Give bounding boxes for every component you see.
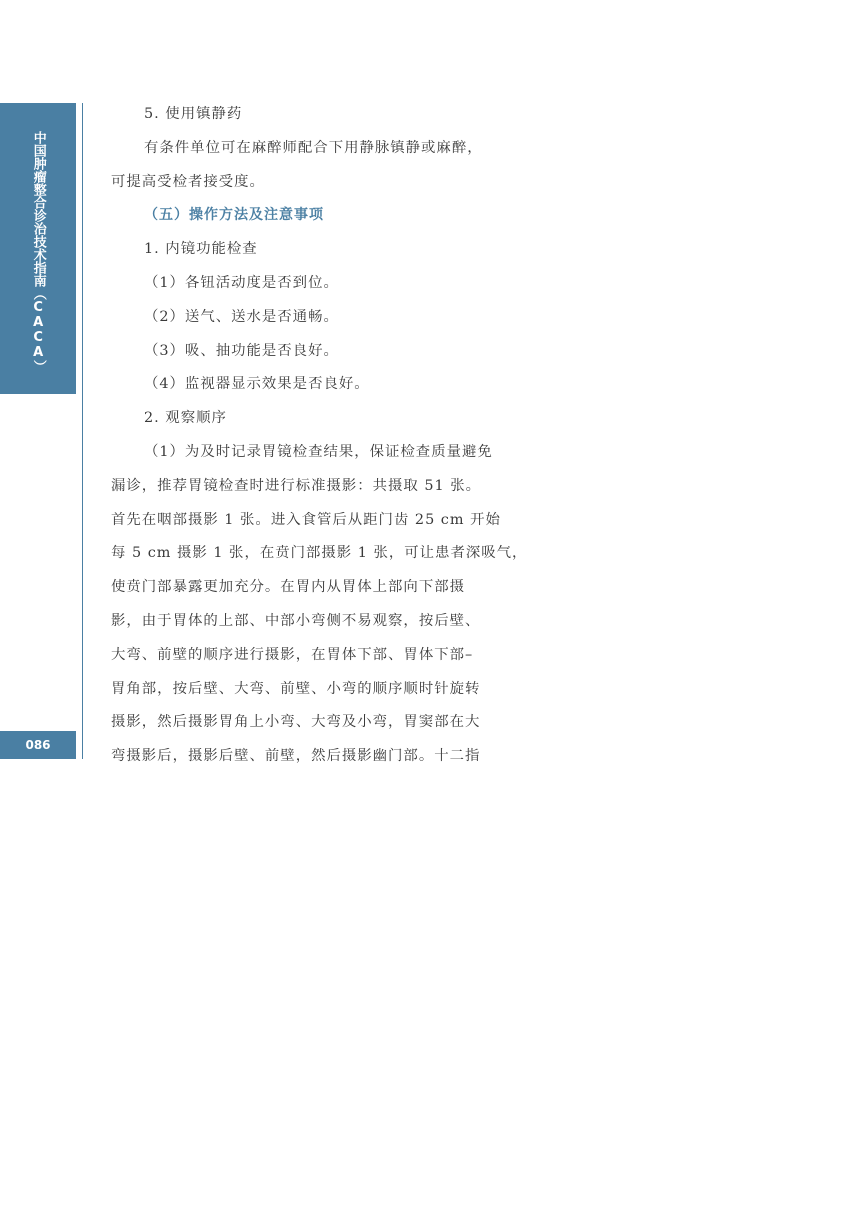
- body-line: 每 5 cm 摄影 1 张，在贲门部摄影 1 张，可让患者深吸气，: [111, 545, 528, 562]
- body-line: 1. 内镜功能检查: [144, 241, 258, 258]
- body-line: 漏诊，推荐胃镜检查时进行标准摄影：共摄取 51 张。: [111, 477, 482, 494]
- page-number: 086: [0, 731, 76, 759]
- body-line: 2. 观察顺序: [144, 410, 227, 427]
- section-heading: （五）操作方法及注意事项: [144, 207, 324, 224]
- margin-divider-line: [82, 103, 83, 759]
- body-line: 摄影，然后摄影胃角上小弯、大弯及小弯，胃窦部在大: [111, 714, 481, 731]
- body-line: 可提高受检者接受度。: [111, 173, 265, 190]
- body-line: 首先在咽部摄影 1 张。进入食管后从距门齿 25 cm 开始: [111, 511, 501, 528]
- body-line: （3）吸、抽功能是否良好。: [144, 342, 339, 359]
- body-line: （1）各钮活动度是否到位。: [144, 274, 339, 291]
- body-line: 大弯、前壁的顺序进行摄影，在胃体下部、胃体下部–: [111, 646, 474, 663]
- body-line: 有条件单位可在麻醉师配合下用静脉镇静或麻醉，: [144, 139, 483, 156]
- body-line: （4）监视器显示效果是否良好。: [144, 376, 370, 393]
- sidebar-title-container: [0, 127, 76, 377]
- body-line: （1）为及时记录胃镜检查结果，保证检查质量避免: [144, 443, 493, 460]
- body-line: 弯摄影后，摄影后壁、前壁，然后摄影幽门部。十二指: [111, 748, 481, 765]
- body-line: 使贲门部暴露更加充分。在胃内从胃体上部向下部摄: [111, 579, 465, 596]
- body-line: 胃角部，按后壁、大弯、前壁、小弯的顺序顺时针旋转: [111, 680, 481, 697]
- body-line: 5. 使用镇静药: [144, 106, 243, 122]
- body-line: 影，由于胃体的上部、中部小弯侧不易观察，按后壁、: [111, 612, 481, 629]
- body-line: （2）送气、送水是否通畅。: [144, 308, 339, 325]
- book-title: 中国肿瘤整合诊治技术指南（CACA）: [30, 131, 46, 373]
- body-text: [111, 98, 528, 774]
